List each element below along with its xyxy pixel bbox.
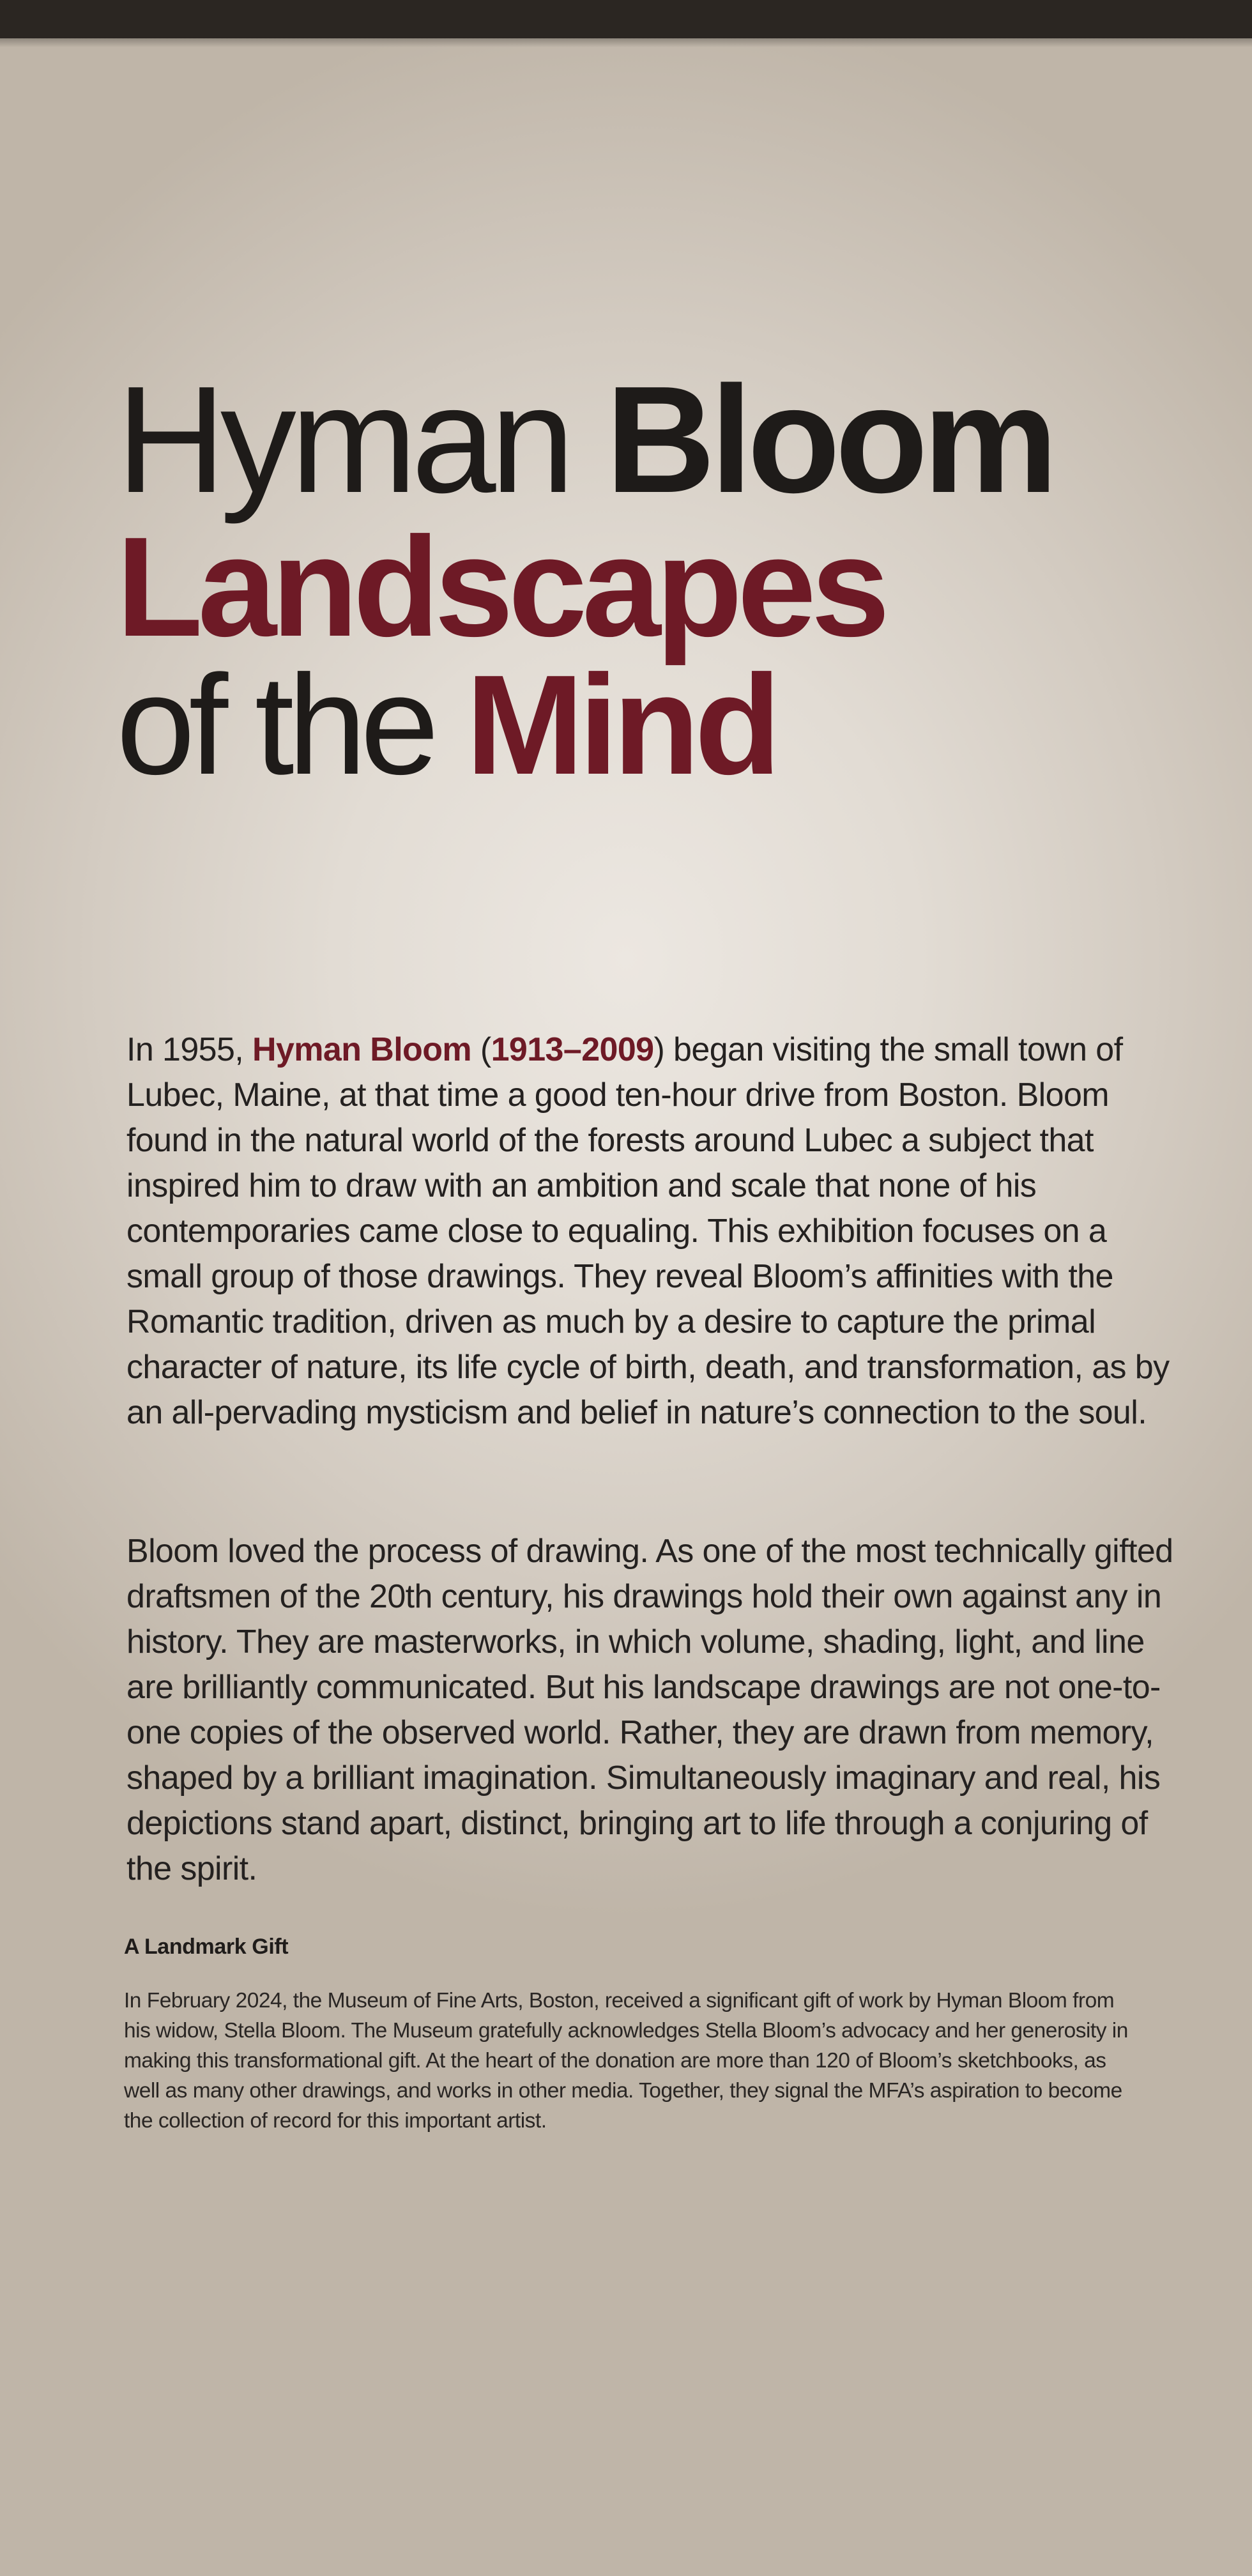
- title-mind: Mind: [466, 646, 776, 804]
- title-name-light: Hyman: [116, 355, 569, 525]
- artist-name: Hyman Bloom: [252, 1031, 472, 1068]
- intro-lead: In 1955,: [126, 1031, 252, 1068]
- paren-close: ): [653, 1031, 665, 1068]
- title-line-artist: [116, 355, 1202, 525]
- title-line-landscapes: Landscapes: [116, 508, 885, 666]
- second-paragraph: Bloom loved the process of drawing. As one of the most technically gifted draftsmen of the 20th century, his drawings hold their own against any in history. They are masterworks, in which volume, shading, light, and line are brilliantly communicated. But his landscape drawings are not one-to-one copies of the observed world. Rather, they are drawn from memory, shaped by a brilliant imagination. Simultaneously imaginary and real, his depictions stand apart, distinct, bringing art to life through a conjuring of the spirit.: [126, 1533, 1173, 1887]
- title-name-bold: Bloom: [606, 355, 1053, 525]
- exhibition-title: [116, 355, 1202, 804]
- gift-heading: A Landmark Gift: [124, 1935, 289, 1959]
- intro-paragraph: [126, 1027, 1174, 1436]
- ceiling-strip: [0, 0, 1252, 38]
- gift-paragraph: In February 2024, the Museum of Fine Arts, Boston, received a significant gift of work by Hyman Bloom from his widow, Stella Bloom. The Museum gratefully acknowledges Stella Bloom’s advocacy and her generosity in making this transformational gift. At the heart of the donation are more than 120 of Bloom’s sketchbooks, as well as many other drawings, and works in other media. Together, they signal the MFA’s aspiration to become the collection of record for this important artist.: [124, 1989, 1128, 2133]
- artist-years: 1913–2009: [491, 1031, 654, 1068]
- title-line-mind: [116, 646, 1202, 804]
- ceiling-shadow: [0, 38, 1252, 47]
- paren-open: (: [471, 1031, 491, 1068]
- intro-rest: began visiting the small town of Lubec, Maine, at that time a good ten-hour drive from Boston. Bloom found in the natural world of the forests around Lubec a subject that inspired him to draw with an ambition and scale that none of his contemporaries came close to equaling. This exhibition focuses on a small group of those drawings. They reveal Bloom’s affinities with the Romantic tradition, driven as much by a desire to capture the primal character of nature, its life cycle of birth, death, and transformation, as by an all-pervading mysticism and belief in nature’s connection to the soul.: [126, 1031, 1170, 1431]
- title-of-the: of the: [116, 646, 433, 804]
